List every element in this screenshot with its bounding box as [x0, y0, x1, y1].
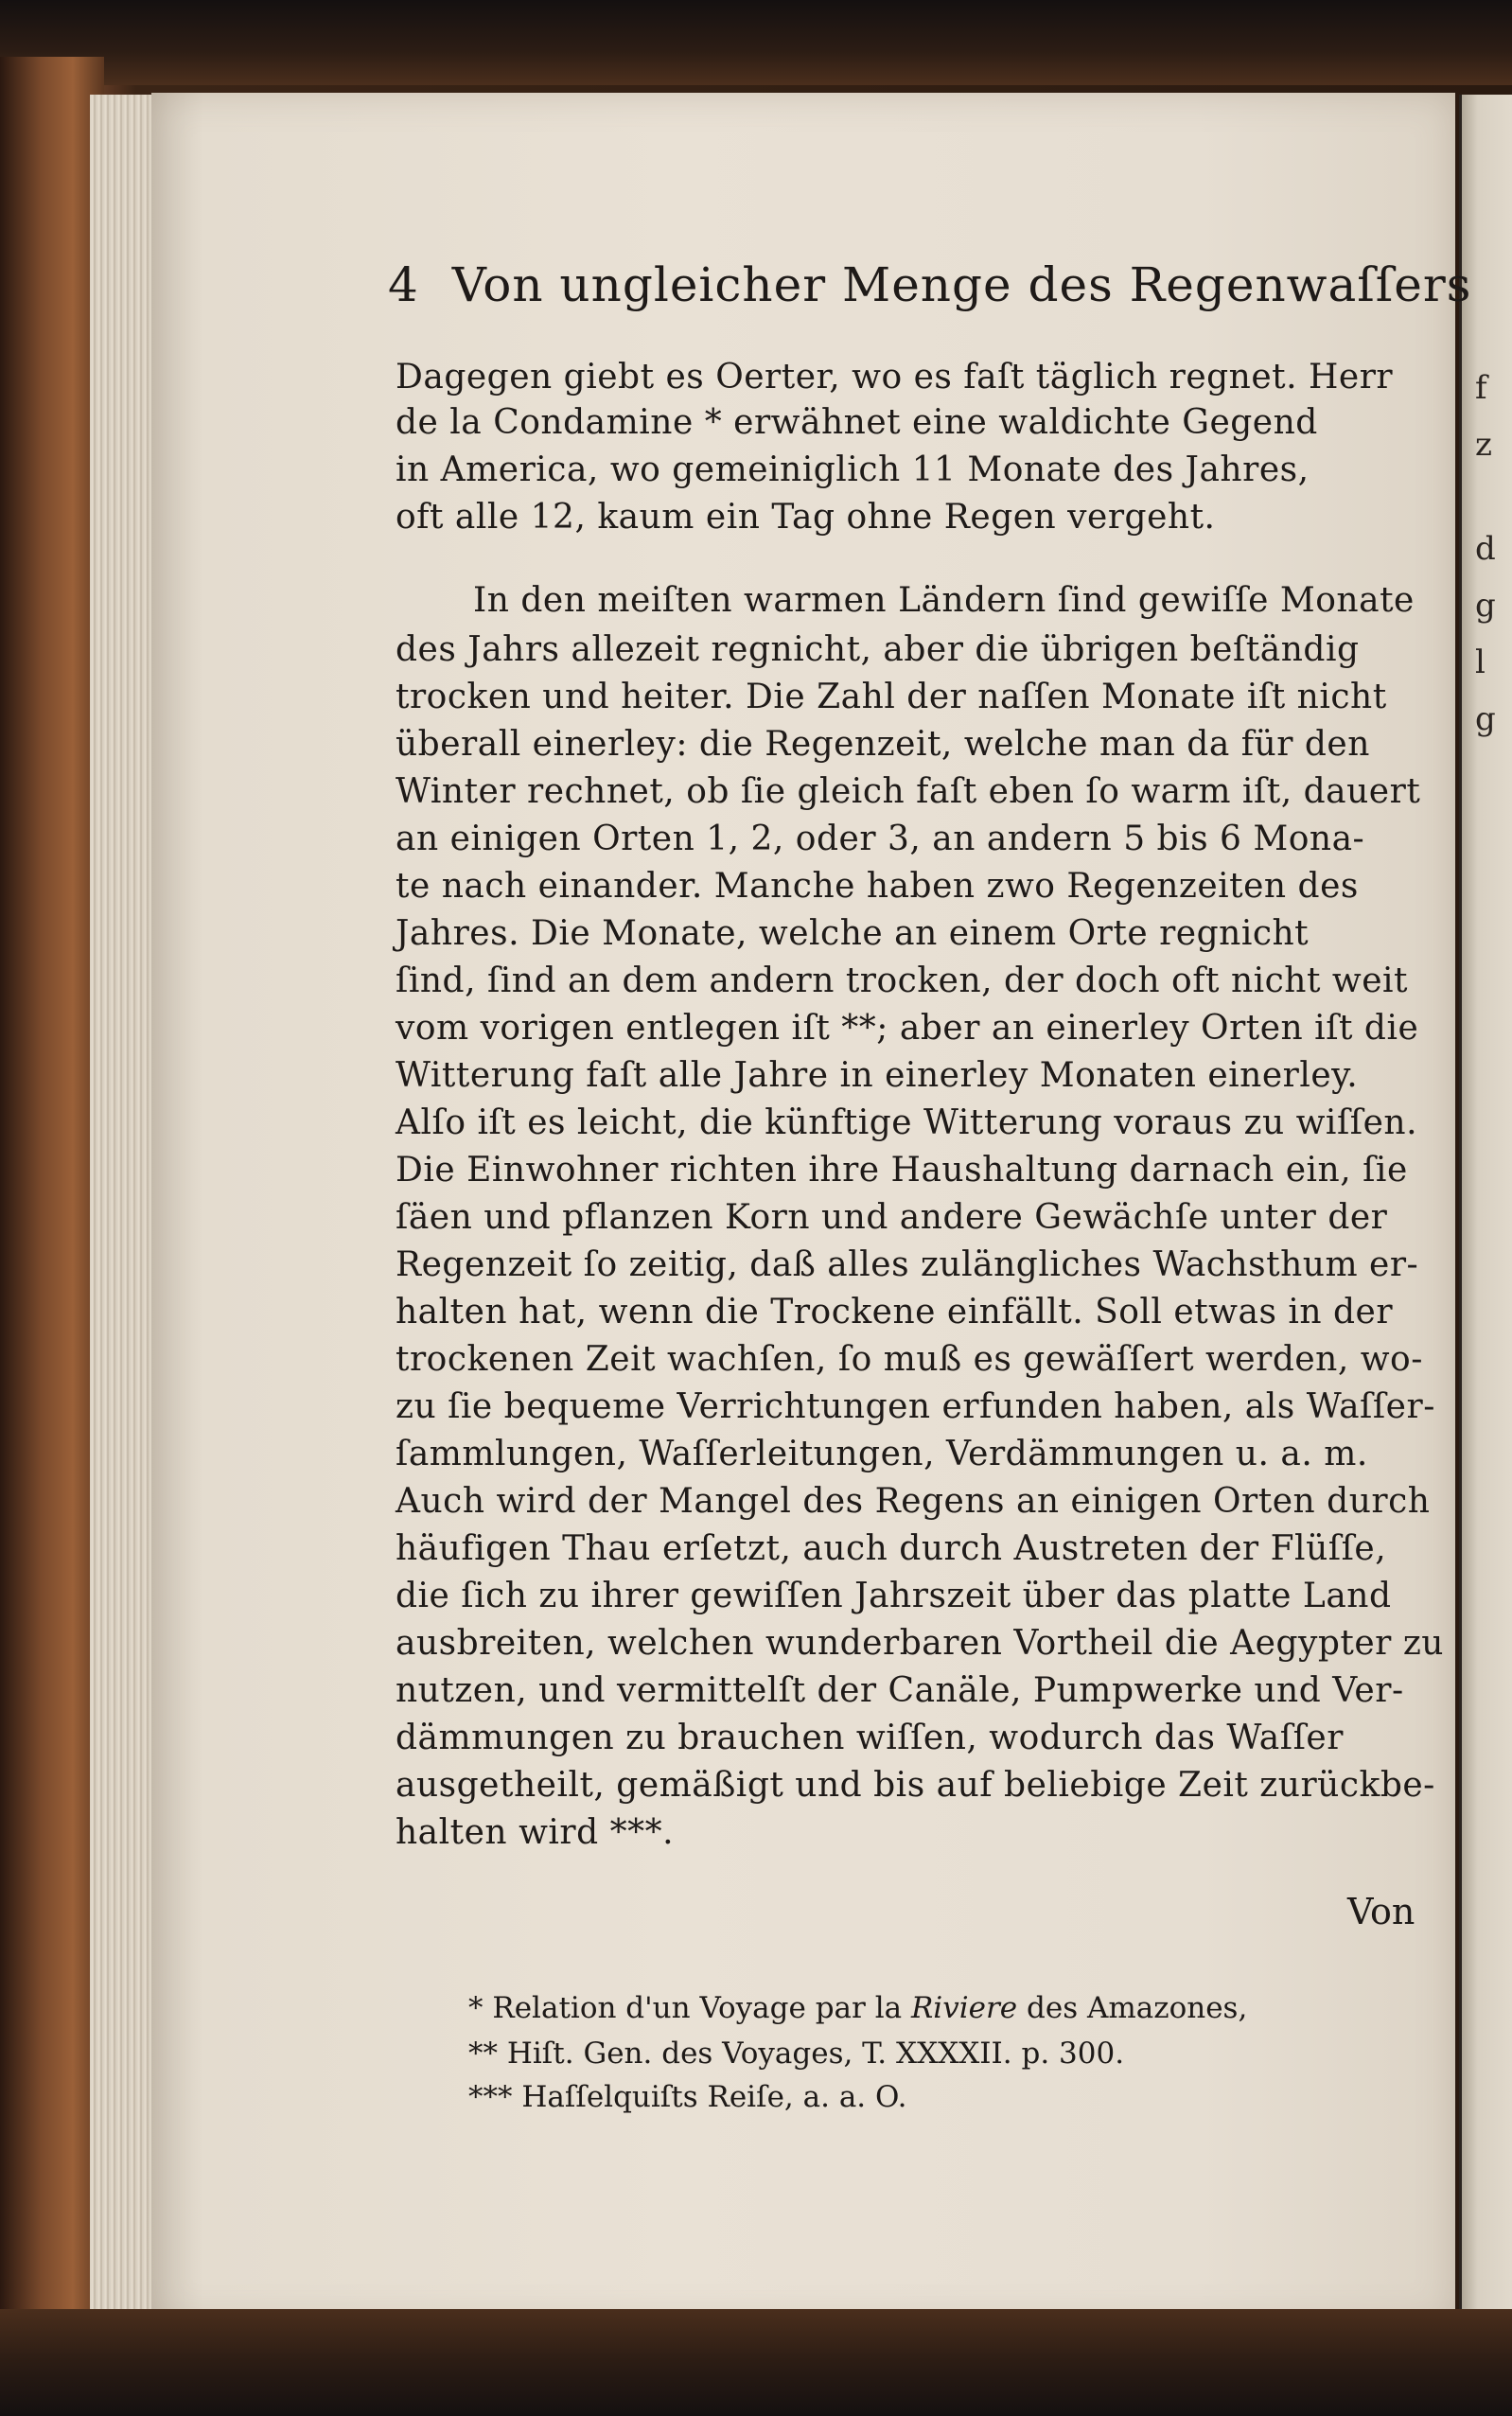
footnote-2: ** Hiſt. Gen. des Voyages, T. XXXXII. p. 300. — [468, 2037, 1125, 2071]
text-line: Regenzeit ſo zeitig, daß alles zulängliches Wachsthum er- — [396, 1245, 1419, 1284]
footnote-italic-text: Riviere — [910, 1991, 1018, 2025]
text-line: vom vorigen entlegen iſt **; aber an einerley Orten iſt die — [396, 1009, 1419, 1048]
footnote-mark: * — [468, 1991, 483, 2025]
text-line: trocken und heiter. Die Zahl der naſſen Monate iſt nicht — [396, 678, 1387, 716]
text-line: Winter rechnet, ob ſie gleich faſt eben ſo warm iſt, dauert — [396, 772, 1421, 811]
text-line: ausbreiten, welchen wunderbaren Vortheil die Aegypter zu — [396, 1624, 1444, 1663]
book-cover-bottom-edge — [0, 2309, 1512, 2416]
text-line: halten wird ***. — [396, 1813, 675, 1852]
text-line: Die Einwohner richten ihre Haushaltung darnach ein, ſie — [396, 1151, 1408, 1190]
facing-page-fragment: l — [1475, 644, 1486, 681]
footnote-text: des Amazones, — [1027, 1991, 1248, 2025]
facing-page-fragment: g — [1475, 700, 1496, 738]
page-block-edges — [90, 95, 158, 2328]
facing-page-fragment: f — [1475, 369, 1487, 407]
text-line: ausgetheilt, gemäßigt und bis auf beliebige Zeit zurückbe- — [396, 1766, 1435, 1805]
text-line: Dagegen giebt es Oerter, wo es faſt täglich regnet. Herr — [396, 358, 1394, 397]
text-line: des Jahrs allezeit regnicht, aber die übrigen beſtändig — [396, 630, 1360, 669]
facing-page-fragment: d — [1475, 530, 1496, 568]
text-line: trockenen Zeit wachſen, ſo muß es gewäſſert werden, wo- — [396, 1340, 1423, 1379]
text-line: nutzen, und vermittelſt der Canäle, Pumpwerke und Ver- — [396, 1671, 1404, 1710]
text-line: halten hat, wenn die Trockene einfällt. Soll etwas in der — [396, 1293, 1394, 1331]
text-line: überall einerley: die Regenzeit, welche man da für den — [396, 725, 1370, 764]
footnote-3: *** Haſſelquiſts Reiſe, a. a. O. — [468, 2080, 907, 2114]
footnote-text: Relation d'un Voyage par la — [492, 1991, 903, 2025]
book-cover-top-edge — [0, 0, 1512, 85]
page-number: 4 — [388, 257, 419, 312]
running-header — [388, 257, 1472, 333]
text-line: te nach einander. Manche haben zwo Regenzeiten des — [396, 867, 1359, 906]
catchword: Von — [1347, 1891, 1415, 1932]
facing-page-fragment: z — [1475, 426, 1492, 464]
text-line: In den meiſten warmen Ländern ſind gewiſſe Monate — [473, 581, 1415, 620]
book-cover-left-edge — [0, 57, 104, 2347]
text-line: Witterung faſt alle Jahre in einerley Monaten einerley. — [396, 1056, 1359, 1095]
text-line: die ſich zu ihrer gewiſſen Jahrszeit über das platte Land — [396, 1577, 1392, 1615]
running-title: Von ungleicher Menge des Regenwaſſers — [451, 257, 1472, 312]
text-line: Jahres. Die Monate, welche an einem Orte regnicht — [396, 914, 1310, 953]
text-line: ſind, ſind an dem andern trocken, der doch oft nicht weit — [396, 961, 1409, 1000]
text-line: dämmungen zu brauchen wiſſen, wodurch das Waſſer — [396, 1719, 1344, 1757]
text-line: häufigen Thau erſetzt, auch durch Austreten der Flüſſe, — [396, 1529, 1387, 1568]
text-line: zu ſie bequeme Verrichtungen erfunden haben, als Waſſer- — [396, 1387, 1435, 1426]
text-line: ſammlungen, Waſſerleitungen, Verdämmungen u. a. m. — [396, 1435, 1368, 1473]
text-line: Alſo iſt es leicht, die künftige Witterung voraus zu wiſſen. — [396, 1103, 1418, 1142]
text-line: de la Condamine * erwähnet eine waldichte Gegend — [396, 403, 1318, 442]
text-line: ſäen und pflanzen Korn und andere Gewächſe unter der — [396, 1198, 1388, 1237]
text-line: an einigen Orten 1, 2, oder 3, an andern 5 bis 6 Mona- — [396, 820, 1365, 858]
text-line: oft alle 12, kaum ein Tag ohne Regen vergeht. — [396, 498, 1216, 537]
facing-page-fragment: g — [1475, 587, 1496, 625]
text-line: Auch wird der Mangel des Regens an einigen Orten durch — [396, 1482, 1431, 1521]
facing-page-edge — [1459, 95, 1512, 2328]
text-line: in America, wo gemeiniglich 11 Monate des Jahres, — [396, 450, 1310, 489]
footnote-1 — [468, 1991, 1247, 2025]
